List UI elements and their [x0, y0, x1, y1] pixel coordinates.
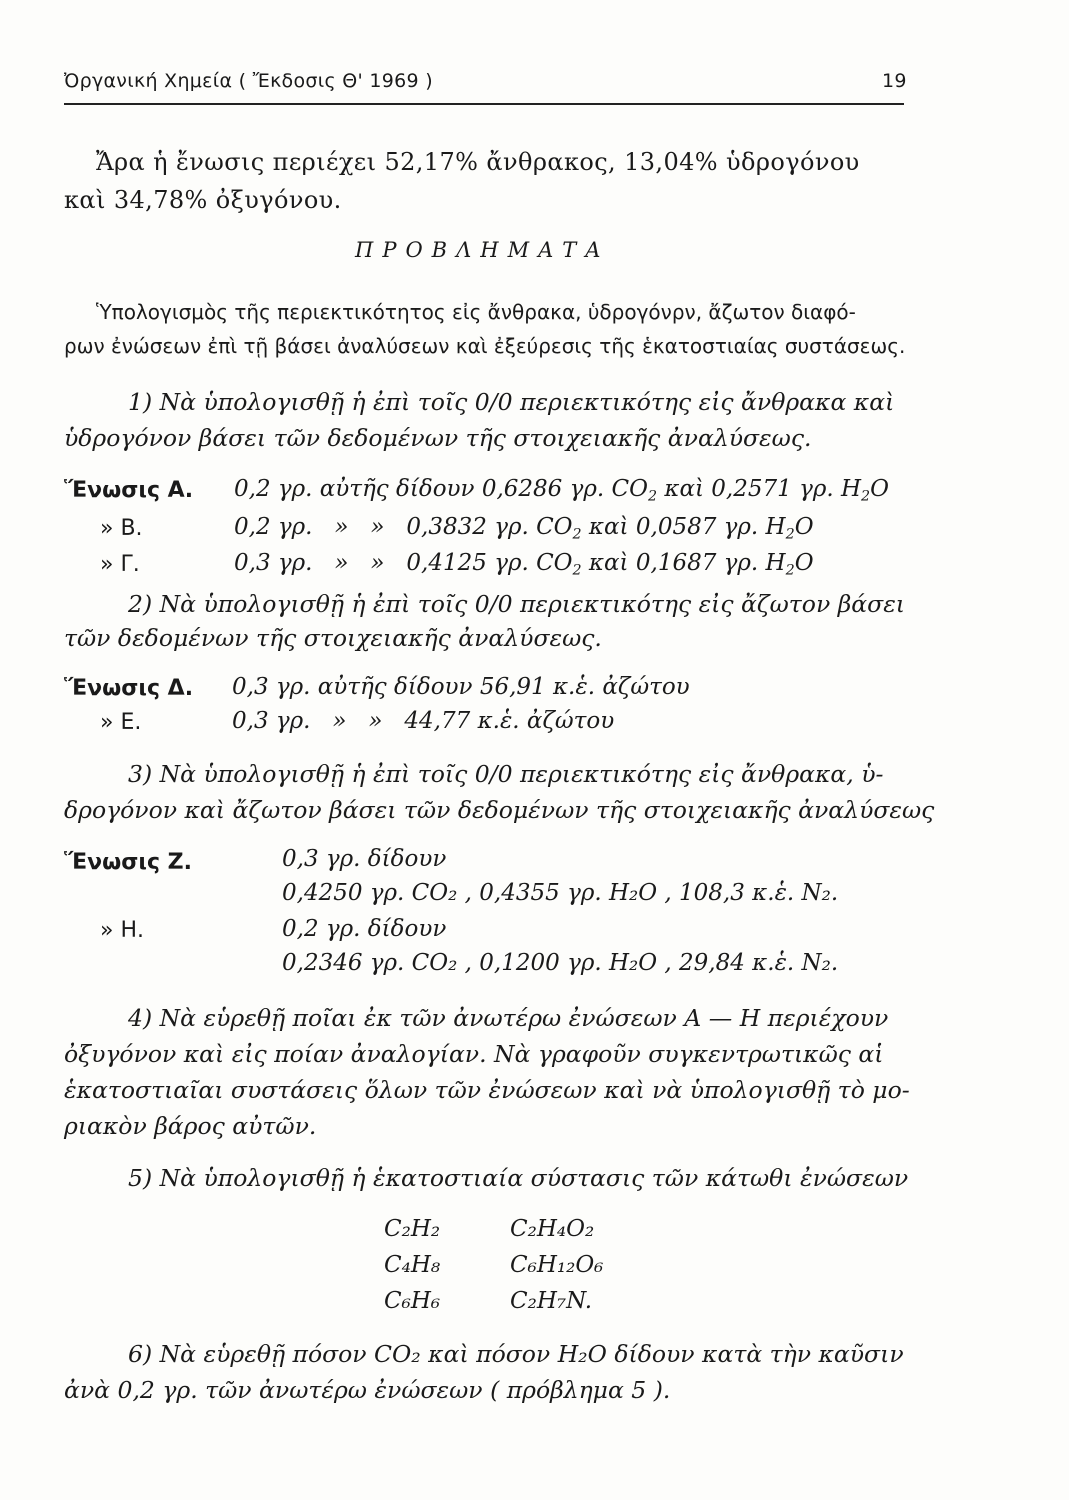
problem-2-line-2: τῶν δεδομένων τῆς στοιχειακῆς ἀναλύσεως. [64, 624, 602, 652]
compound-g-text: 0,3 γρ. » » 0,4125 γρ. CO [234, 550, 573, 576]
section-title: ΠΡΟΒΛΗΜΑΤΑ [355, 238, 610, 262]
compound-d-data: 0,3 γρ. αὐτῆς δίδουν 56,91 κ.ἑ. ἀζώτου [232, 674, 690, 700]
description-line-2: ρων ἐνώσεων ἐπὶ τῇ βάσει ἀναλύσεων καὶ ἐξεύρεσις τῆς ἑκατοστιαίας συστάσεως. [64, 334, 906, 358]
running-title: Ὀργανική Χημεία ( Ἔκδοσις Θ' 1969 ) [64, 70, 433, 92]
problem-1-line-1 [128, 388, 894, 416]
compound-g-mid: καὶ 0,1687 γρ. H [581, 550, 786, 576]
compound-h-line-a: 0,2 γρ. δίδουν [282, 916, 447, 942]
formula-c6h12o6: C₆H₁₂O₆ [510, 1252, 604, 1278]
compound-d-label: Ἕνωσις Δ. [64, 676, 194, 701]
compound-z-label: Ἕνωσις Ζ. [64, 850, 192, 875]
problem-1-line-2: ὑδρογόνον βάσει τῶν δεδομένων τῆς στοιχειακῆς ἀναλύσεως. [64, 424, 812, 452]
intro-line-1: Ἄρα ἡ ἔνωσις περιέχει 52,17% ἄνθρακος, 13,04% ὑδρογόνου [96, 148, 860, 176]
page-number: 19 [882, 70, 907, 92]
problem-4-line-3: ἑκατοστιαῖαι συστάσεις ὅλων τῶν ἐνώσεων καὶ νὰ ὑπολογισθῇ τὸ μο- [64, 1076, 910, 1104]
compound-e-data: 0,3 γρ. » » 44,77 κ.ἑ. ἀζώτου [232, 708, 615, 734]
problem-3-line-1: 3) Νὰ ὑπολογισθῇ ἡ ἐπὶ τοῖς 0/0 περιεκτικότης εἰς ἄνθρακα, ὑ- [128, 760, 884, 788]
compound-z-line-b: 0,4250 γρ. CO₂ , 0,4355 γρ. H₂O , 108,3 κ.ἑ. N₂. [282, 880, 839, 906]
compound-g-label: » Γ. [100, 552, 140, 577]
compound-b-data: 0,2 γρ. » » 0,3832 γρ. $CO_2$ καὶ 0,0587 γρ. $H_2O$ [234, 514, 814, 543]
compound-a-end: O [870, 476, 889, 502]
problem-1-text-a: 1) Νὰ ὑπολογισθῇ ἡ ἐπὶ τοῖς [128, 388, 475, 416]
compound-e-label: » Ε. [100, 710, 142, 735]
problem-4-line-2: ὀξυγόνον καὶ εἰς ποίαν ἀναλογίαν. Νὰ γραφοῦν συγκεντρωτικῶς αἱ [64, 1040, 884, 1068]
problem-6-line-1: 6) Νὰ εὑρεθῇ πόσον CO₂ καὶ πόσον H₂O δίδουν κατὰ τὴν καῦσιν [128, 1340, 904, 1368]
problem-2-line-1: 2) Νὰ ὑπολογισθῇ ἡ ἐπὶ τοῖς 0/0 περιεκτικότης εἰς ἄζωτον βάσει [128, 590, 906, 618]
compound-b-end: O [794, 514, 814, 540]
problem-6-line-2: ἀνὰ 0,2 γρ. τῶν ἀνωτέρω ἐνώσεων ( πρόβλημα 5 ). [64, 1376, 671, 1404]
compound-h-line-b: 0,2346 γρ. CO₂ , 0,1200 γρ. H₂O , 29,84 κ.ἑ. N₂. [282, 950, 839, 976]
problem-4-line-4: ριακὸν βάρος αὐτῶν. [64, 1112, 317, 1140]
compound-a-mid: καὶ 0,2571 γρ. H [657, 476, 862, 502]
formula-c2h7n: C₂H₇N. [510, 1288, 593, 1314]
compound-g-data: 0,3 γρ. » » 0,4125 γρ. $CO_2$ καὶ 0,1687 γρ. $H_2O$ [234, 550, 814, 579]
header-rule [64, 103, 904, 105]
formula-c2h2: C₂H₂ [384, 1216, 441, 1242]
intro-line-2: καὶ 34,78% ὀξυγόνου. [64, 186, 342, 214]
compound-a-label: Ἕνωσις Α. [64, 478, 194, 503]
formula-c6h6: C₆H₆ [384, 1288, 441, 1314]
formula-c4h8: C₄H₈ [384, 1252, 441, 1278]
compound-b-label: » Β. [100, 516, 143, 541]
compound-a-text: 0,2 γρ. αὐτῆς δίδουν 0,6286 γρ. CO [234, 476, 648, 502]
compound-h-label: » Η. [100, 918, 144, 943]
problem-1-text-b: περιεκτικότης εἰς ἄνθρακα καὶ [512, 388, 895, 416]
description-line-1: Ὑπολογισμὸς τῆς περιεκτικότητος εἰς ἄνθρακα, ὑδρογόνρν, ἄζωτον διαφό- [96, 300, 856, 324]
problem-5-line-1: 5) Νὰ ὑπολογισθῇ ἡ ἑκατοστιαία σύστασις τῶν κάτωθι ἐνώσεων [128, 1164, 909, 1192]
problem-4-line-1: 4) Νὰ εὑρεθῇ ποῖαι ἐκ τῶν ἀνωτέρω ἐνώσεων Α — Η περιέχουν [128, 1004, 889, 1032]
compound-a-data: 0,2 γρ. αὐτῆς δίδουν 0,6286 γρ. $CO_2$ καὶ 0,2571 γρ. $H_2O$ [234, 476, 889, 505]
percent-sign: 0/0 [474, 388, 513, 416]
compound-g-end: O [794, 550, 814, 576]
problem-3-line-2: δρογόνον καὶ ἄζωτον βάσει τῶν δεδομένων τῆς στοιχειακῆς ἀναλύσεως [64, 796, 935, 824]
compound-b-mid: καὶ 0,0587 γρ. H [581, 514, 786, 540]
formula-c2h4o2: C₂H₄O₂ [510, 1216, 595, 1242]
compound-z-line-a: 0,3 γρ. δίδουν [282, 846, 447, 872]
compound-b-text: 0,2 γρ. » » 0,3832 γρ. CO [234, 514, 573, 540]
